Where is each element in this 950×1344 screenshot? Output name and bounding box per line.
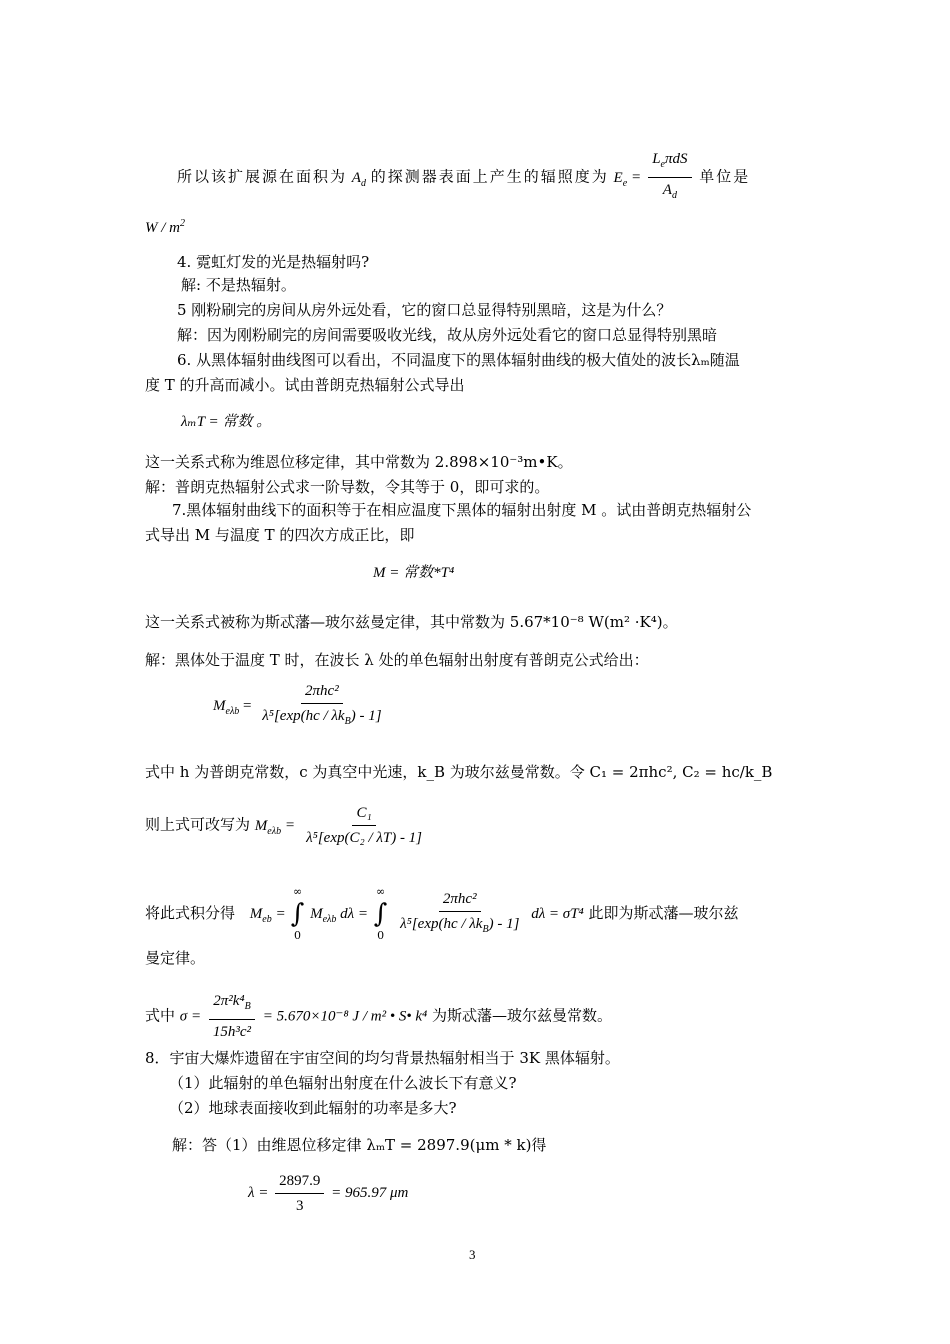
question-6-line1: 6. 从黑体辐射曲线图可以看出，不同温度下的黑体辐射曲线的极大值处的波长λₘ随温	[177, 351, 740, 369]
irradiance-line	[177, 150, 750, 205]
question-8-part2: （2）地球表面接收到此辐射的功率是多大?	[169, 1099, 457, 1117]
unit-line: W / $m^2$	[145, 218, 185, 236]
wien-formula: λₘT = 常数 。	[181, 414, 272, 430]
constants-explanation: 式中 h 为普朗克常数，c 为真空中光速，k_B 为玻尔兹曼常数。令 C₁ = 2πhc², C₂ = hc/k_B	[145, 763, 773, 781]
text-segment: 单位是	[699, 167, 751, 186]
text-segment: 的探测器表面上产生的辐照度为	[370, 167, 609, 186]
fraction: $\frac{L_e\pi dS}{A_d}$	[648, 150, 691, 205]
sigma-line: 式中 σ = $\frac{2\pi^2k^4_B}{\text{15h³c²}}$ = 5.670×10⁻⁸ J / m² • S• k⁴ 为斯忒藩—玻尔兹曼常数。	[145, 993, 613, 1040]
answer-4: 解: 不是热辐射。	[181, 276, 296, 294]
math-symbol: $A_d$	[351, 169, 366, 189]
fraction: $\frac{2897.9}{3}$	[275, 1172, 324, 1215]
question-6-line2: 度 T 的升高而减小。试由普朗克热辐射公式导出	[145, 376, 465, 394]
equals-sign: =	[631, 169, 641, 186]
planck-formula: $M_{e\lambda b}$ = $\frac{\text{2πhc²}}{\lambda^5[\exp(hc / \lambda k_B) - 1]}$	[213, 682, 389, 731]
answer-5: 解：因为刚粉刷完的房间需要吸收光线，故从房外远处看它的窗口总显得特别黑暗	[177, 326, 718, 344]
question-8: 8．宇宙大爆炸遗留在宇宙空间的均匀背景热辐射相当于 3K 黑体辐射。	[145, 1049, 620, 1067]
fraction: $\frac{\text{2πhc²}}{\lambda^5[\exp(hc / \lambda k_B) - 1]}$	[400, 890, 520, 935]
fraction: $\frac{2\pi^2k^4_B}{\text{15h³c²}}$	[209, 992, 255, 1041]
question-8-part1: （1）此辐射的单色辐射出射度在什么波长下有意义?	[169, 1074, 517, 1092]
page-number: 3	[469, 1247, 476, 1262]
question-4: 4. 霓虹灯发的光是热辐射吗?	[177, 253, 370, 271]
question-5: 5 刚粉刷完的房间从房外远处看，它的窗口总显得特别黑暗，这是为什么？	[177, 301, 672, 319]
math-symbol: $E_e$	[613, 169, 628, 189]
question-7-line3: 这一关系式被称为斯忒藩—玻尔兹曼定律，其中常数为 5.67*10⁻⁸ W(m² ·K⁴)。	[145, 613, 678, 631]
integral-line-continued: 曼定律。	[145, 949, 206, 967]
fraction: $\frac{\text{C₁}}{\text{λ⁵[exp(C₂ / λT) - 1]}}$	[306, 805, 423, 846]
question-6-line3: 这一关系式称为维恩位移定律，其中常数为 2.898×10⁻³m•K。	[145, 453, 573, 471]
integral-sign: ∞ ∫ 0	[373, 885, 388, 942]
question-7-line1: 7.黑体辐射曲线下的面积等于在相应温度下黑体的辐射出射度 M 。试由普朗克热辐射公	[172, 501, 752, 519]
stefan-formula: M = 常数*T⁴	[373, 565, 455, 581]
question-7-line2: 式导出 M 与温度 T 的四次方成正比，即	[145, 526, 415, 544]
answer-7: 解：黑体处于温度 T 时，在波长 λ 处的单色辐射出射度有普朗克公式给出：	[145, 651, 649, 669]
fraction: $\frac{\text{2πhc²}}{\lambda^5[\exp(hc / \lambda k_B) - 1]}$	[262, 683, 382, 727]
answer-8: 解：答（1）由维恩位移定律 λₘT = 2897.9(μm * k)得	[172, 1136, 547, 1154]
wavelength-result: λ = $\frac{2897.9}{3}$ = 965.97 μm	[248, 1173, 409, 1214]
answer-6: 解：普朗克热辐射公式求一阶导数，令其等于 0，即可求的。	[145, 478, 550, 496]
integral-sign: ∞ ∫ 0	[290, 885, 305, 942]
rewrite-line: 则上式可改写为 $M_{e\lambda b}$ = $\frac{\text{C₁}}{\text{λ⁵[exp(C₂ / λT) - 1]}}$	[145, 804, 429, 847]
integral-line: 将此式积分得 $M_{eb}$ = ∞ ∫ 0 $M_{e\lambda b}$ dλ = ∞ ∫ 0 $\frac{\text{2πhc²}}{\lambda^5[\exp(hc / \lambda k_B) - 1]}$ dλ = σT⁴ 此即为斯忒藩—玻尔兹	[145, 882, 739, 946]
text-segment: 所以该扩展源在面积为	[177, 167, 348, 186]
